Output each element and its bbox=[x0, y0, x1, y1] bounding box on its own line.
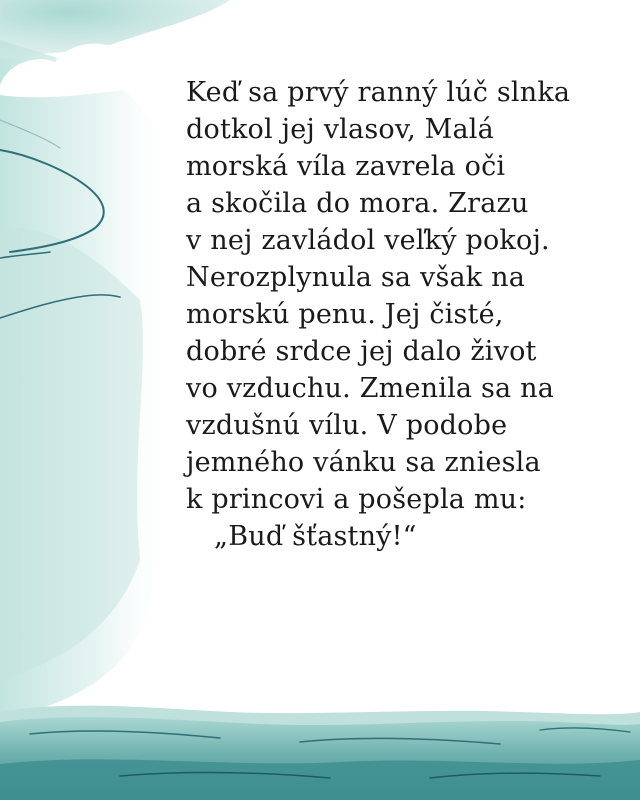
story-closing-quote: „Buď šťastný!“ bbox=[214, 521, 417, 552]
sea-dark-layer bbox=[0, 759, 640, 800]
story-line: vo vzduchu. Zmenila sa na bbox=[186, 373, 555, 404]
story-line: morská víla zavrela oči bbox=[186, 151, 506, 182]
story-line: dotkol jej vlasov, Malá bbox=[186, 114, 494, 145]
story-line: morskú penu. Jej čisté, bbox=[186, 299, 504, 330]
story-line: jemného vánku sa zniesla bbox=[186, 447, 541, 478]
story-line: k princovi a pošepla mu: bbox=[186, 484, 527, 515]
story-text bbox=[186, 74, 606, 555]
story-line: vzdušnú vílu. V podobe bbox=[186, 410, 508, 441]
story-line: v nej zavládol veľký pokoj. bbox=[186, 225, 550, 256]
story-line: a skočila do mora. Zrazu bbox=[186, 188, 529, 219]
story-line: Nerozplynula sa však na bbox=[186, 262, 526, 293]
story-line: Keď sa prvý ranný lúč slnka bbox=[186, 77, 571, 108]
story-line: dobré srdce jej dalo život bbox=[186, 336, 537, 367]
